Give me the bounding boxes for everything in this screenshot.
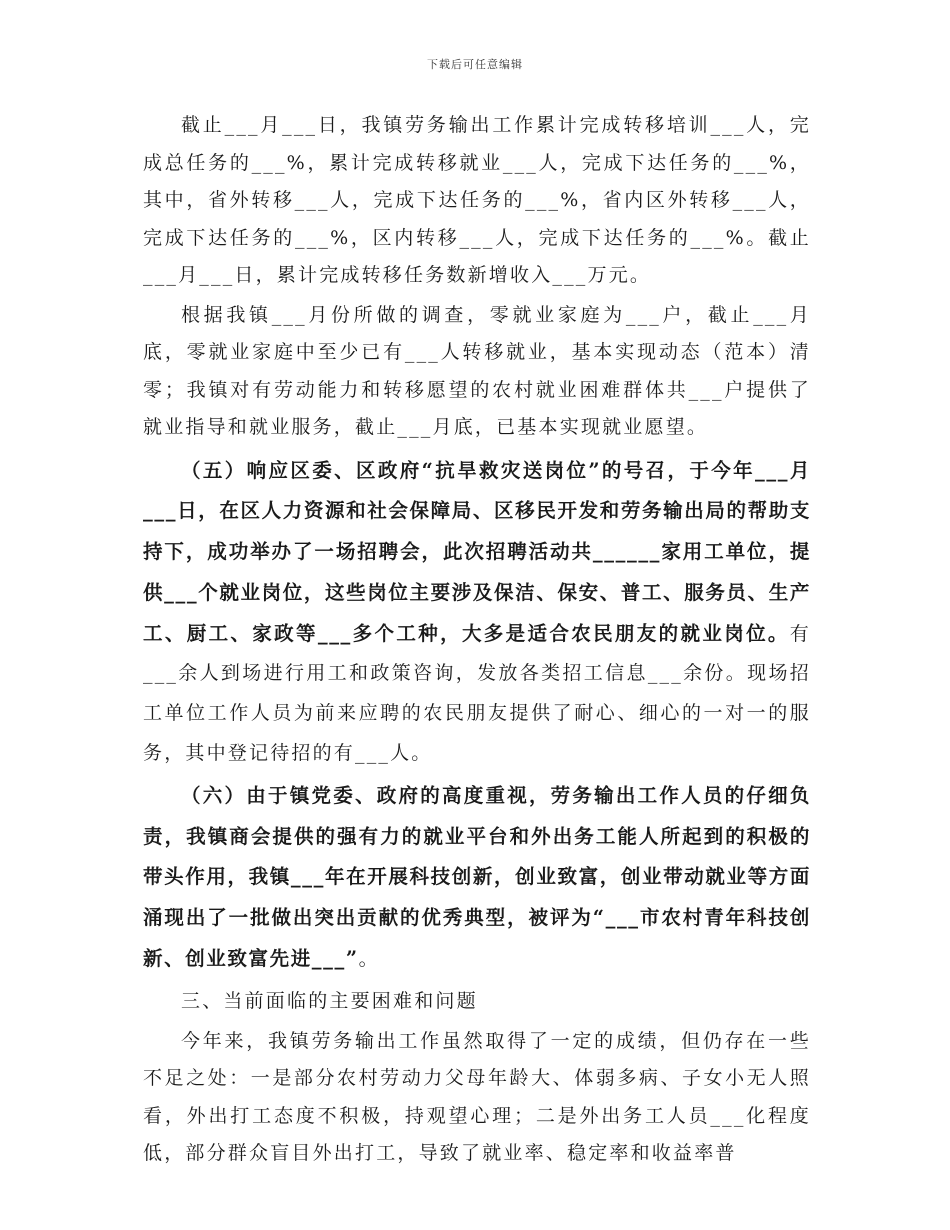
- paragraph-difficulties: 今年来，我镇劳务输出工作虽然取得了一定的成绩，但仍存在一些不足之处：一是部分农村劳动力父母年龄大、体弱多病、子女小无人照看，外出打工态度不积极，持观望心理；二是外出务工人员___化程度低，部分群众盲目外出打工，导致了就业率、稳定率和收益率普: [143, 1029, 811, 1165]
- paragraph-honors-regular: 。: [358, 948, 380, 971]
- section-heading-difficulties: 三、当前面临的主要困难和问题: [181, 989, 478, 1012]
- paragraph-honors: [143, 776, 811, 980]
- paragraph-job-fair-bold: （五）响应区委、区政府“抗旱救灾送岗位”的号召，于今年___月___日，在区人力资源和社会保障局、区移民开发和劳务输出局的帮助支持下，成功举办了一场招聘会，此次招聘活动共______家用工单位，提供___个就业岗位，这些岗位主要涉及保洁、保安、普工、服务员、生产工、厨工、家政等___多个工种，大多是适合农民朋友的就业岗位。: [143, 458, 811, 645]
- paragraph-job-fair-regular: 有___余人到场进行用工和政策咨询，发放各类招工信息___余份。现场招工单位工作人员为前来应聘的农民朋友提供了耐心、细心的一对一的服务，其中登记待招的有___人。: [143, 622, 811, 765]
- document-body: [143, 107, 811, 1173]
- paragraph-zero-employment-survey: 根据我镇___月份所做的调查，零就业家庭为___户，截止___月底，零就业家庭中至少已有___人转移就业，基本实现动态（范本）清零；我镇对有劳动能力和转移愿望的农村就业困难群体共___户提供了就业指导和就业服务，截止___月底，已基本实现就业愿望。: [143, 303, 811, 438]
- page-header-note: 下载后可任意编辑: [427, 58, 523, 71]
- paragraph-job-fair: [143, 451, 811, 774]
- paragraph-transfer-statistics: 截止___月___日，我镇劳务输出工作累计完成转移培训___人，完成总任务的___%，累计完成转移就业___人，完成下达任务的___%，其中，省外转移___人，完成下达任务的___%，省内区外转移___人，完成下达任务的___%，区内转移___人，完成下达任务的___%。截止___月___日，累计完成转移任务数新增收入___万元。: [143, 114, 811, 286]
- paragraph-honors-bold: （六）由于镇党委、政府的高度重视，劳务输出工作人员的仔细负责，我镇商会提供的强有力的就业平台和外出务工能人所起到的积极的带头作用，我镇___年在开展科技创新，创业致富，创业带动就业等方面涌现出了一批做出突出贡献的优秀典型，被评为“___市农村青年科技创新、创业致富先进___”: [143, 783, 811, 971]
